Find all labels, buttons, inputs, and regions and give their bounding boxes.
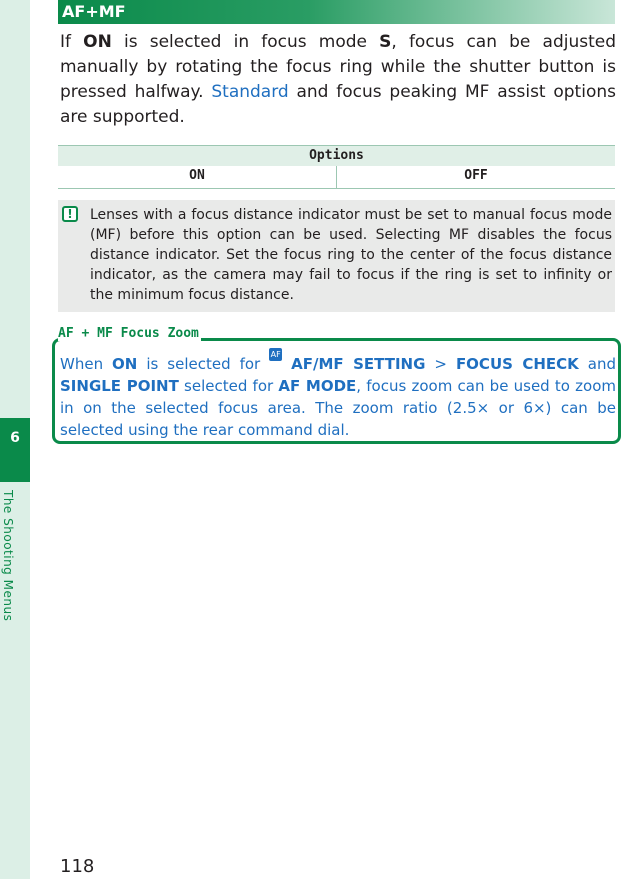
focus-mode-s: S xyxy=(379,32,392,52)
option-on: ON xyxy=(58,166,337,188)
section-heading xyxy=(58,0,615,24)
intro-paragraph: If ON is selected in focus mode S, focus can be adjusted manually by rotating the focus ring while the shutter button is pressed halfway. Standard and focus peaking MF assist options are supported. xyxy=(60,32,617,127)
page-number: 118 xyxy=(60,856,95,877)
chapter-label: The Shooting Menus xyxy=(1,490,15,622)
chapter-number: 6 xyxy=(10,430,20,446)
options-header: Options xyxy=(58,145,615,166)
caution-note xyxy=(58,200,615,312)
standard-link[interactable]: Standard xyxy=(211,82,289,102)
caution-text: Lenses with a focus distance indicator must be set to manual focus mode (MF) before this option can be used. Selecting MF disables the focus distance indicator. Set the focus ring to the center of the focus distance indicator, as the camera may fail to focus if the ring is set to infinity or the minimum focus distance. xyxy=(90,207,612,303)
af-mf-menu-icon: AF MF xyxy=(269,350,282,372)
options-table xyxy=(58,145,615,189)
chapter-tab xyxy=(0,418,30,482)
focus-zoom-text: When ON is selected for AF MF AF/MF SETTING > FOCUS CHECK and SINGLE POINT selected for AF MODE, focus zoom can be used to zoom in on the selected focus area. The zoom ratio (2.5× or 6×) can be selected using the rear command dial. xyxy=(60,350,616,439)
on-keyword: ON xyxy=(83,32,112,52)
option-off: OFF xyxy=(464,168,488,183)
caution-icon: ! xyxy=(62,206,78,222)
focus-zoom-title: AF + MF Focus Zoom xyxy=(58,326,199,341)
options-row xyxy=(58,166,615,189)
section-title: AF+MF xyxy=(62,2,126,21)
